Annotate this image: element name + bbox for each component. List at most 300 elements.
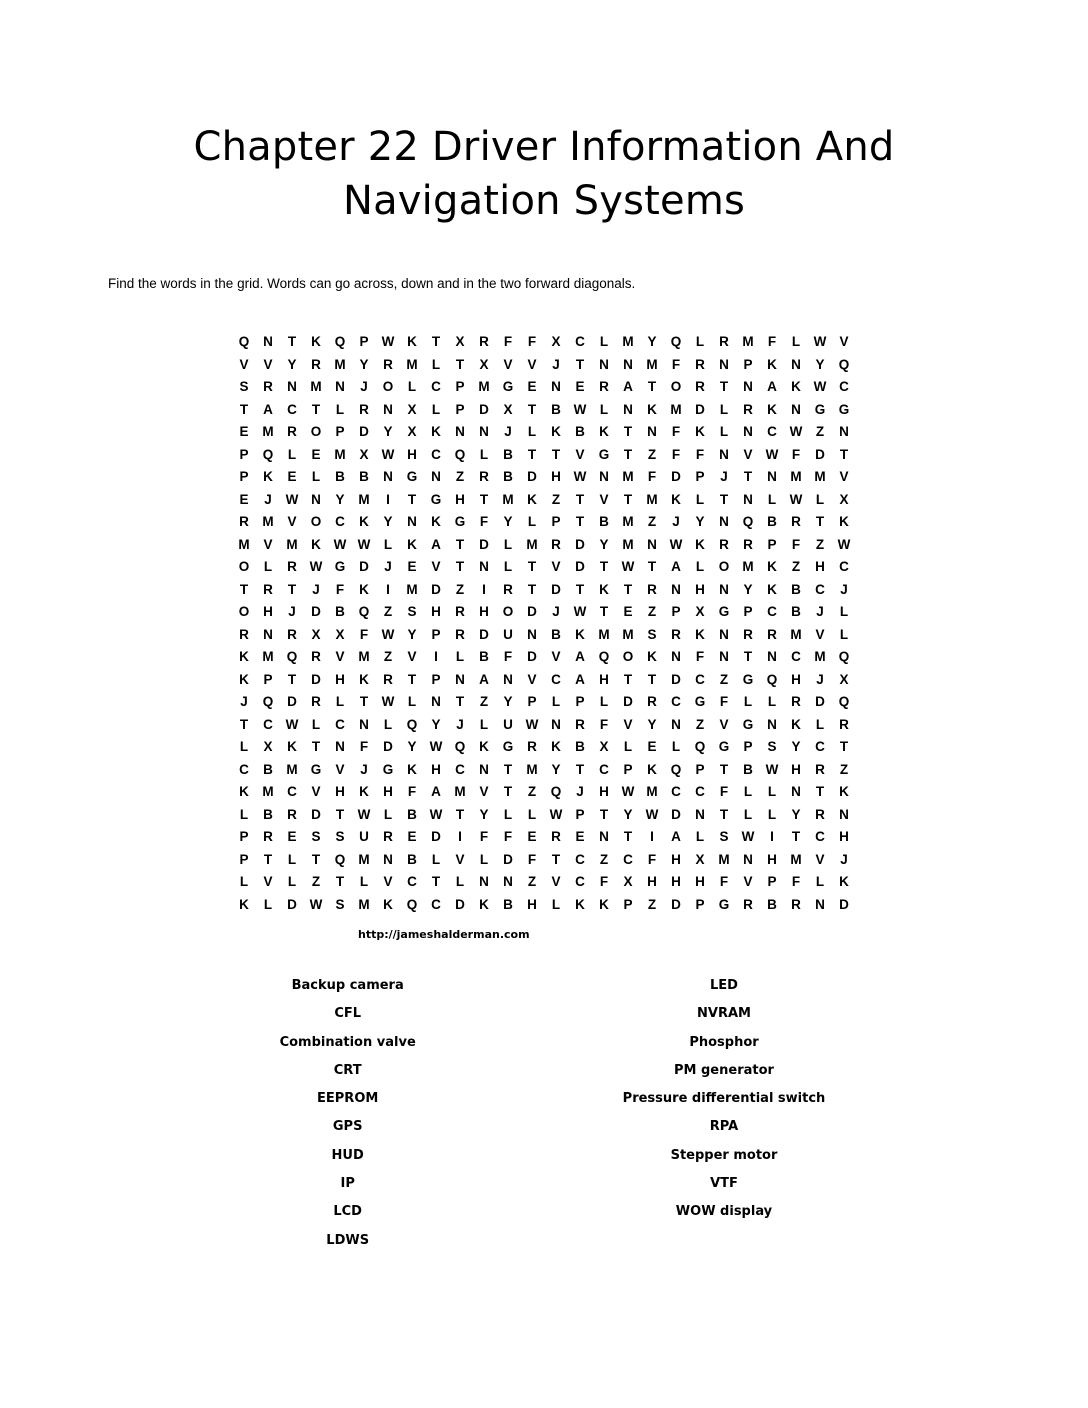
grid-letter: N	[623, 356, 633, 372]
grid-letter: K	[407, 334, 417, 349]
grid-letter: H	[791, 671, 801, 687]
grid-letter: M	[598, 626, 610, 642]
grid-letter: C	[767, 604, 777, 619]
grid-letter: E	[407, 829, 417, 844]
grid-letter: C	[239, 761, 249, 777]
grid-letter: Y	[743, 581, 753, 597]
grid-letter: Y	[503, 694, 513, 709]
grid-letter: K	[527, 491, 537, 507]
grid-letter: N	[311, 491, 321, 507]
grid-letter: W	[357, 806, 371, 822]
grid-letter: F	[527, 851, 537, 867]
grid-letter: W	[285, 491, 299, 507]
grid-letter: G	[694, 694, 706, 709]
grid-row	[232, 804, 856, 827]
grid-letter: D	[671, 896, 681, 912]
grid-row	[232, 759, 856, 782]
word-list-item: WOW display	[675, 1204, 773, 1220]
grid-letter: B	[503, 469, 513, 484]
grid-letter: Q	[550, 784, 562, 799]
grid-letter: M	[622, 626, 634, 642]
grid-letter: C	[575, 851, 585, 867]
grid-letter: K	[359, 581, 369, 597]
grid-letter: G	[718, 896, 730, 912]
grid-letter: N	[263, 626, 273, 642]
grid-letter: Z	[647, 604, 657, 619]
grid-letter: Q	[238, 334, 250, 349]
grid-letter: T	[815, 784, 825, 799]
grid-letter: P	[239, 829, 249, 844]
grid-letter: Q	[454, 446, 466, 462]
word-list-item: LED	[710, 978, 738, 993]
grid-letter: O	[238, 604, 250, 619]
grid-letter: R	[575, 716, 585, 732]
grid-letter: D	[287, 896, 297, 912]
grid-letter: L	[743, 784, 753, 799]
grid-letter: X	[551, 334, 561, 349]
grid-letter: X	[359, 446, 369, 462]
grid-letter: T	[623, 581, 633, 597]
grid-letter: K	[575, 626, 585, 642]
grid-letter: W	[765, 761, 779, 777]
word-list-item: CRT	[333, 1062, 362, 1078]
grid-letter: O	[718, 559, 730, 574]
grid-letter: K	[551, 424, 561, 439]
grid-letter: V	[815, 851, 825, 867]
grid-letter: G	[838, 401, 850, 417]
grid-letter: T	[527, 446, 537, 462]
grid-letter: T	[575, 581, 585, 597]
grid-letter: M	[622, 469, 634, 484]
grid-letter: I	[458, 829, 462, 844]
word-list-item: IP	[340, 1176, 355, 1192]
grid-letter: M	[742, 559, 754, 574]
grid-letter: J	[720, 469, 728, 484]
grid-letter: B	[263, 761, 273, 777]
grid-letter: D	[479, 401, 489, 417]
grid-letter: T	[623, 491, 633, 507]
grid-letter: N	[671, 716, 681, 732]
grid-letter: V	[263, 356, 273, 372]
grid-letter: T	[239, 581, 249, 597]
grid-letter: B	[503, 446, 513, 462]
grid-letter: H	[335, 671, 345, 687]
page-title: Chapter 22 Driver Information And Navigation Systems	[193, 124, 895, 224]
grid-letter: H	[383, 784, 393, 799]
grid-letter: G	[718, 739, 730, 754]
grid-letter: M	[742, 334, 754, 349]
grid-letter: W	[381, 694, 395, 709]
grid-letter: W	[765, 446, 779, 462]
grid-letter: Q	[406, 896, 418, 912]
grid-letter: V	[839, 334, 849, 349]
grid-letter: F	[719, 694, 729, 709]
grid-letter: P	[743, 739, 753, 754]
grid-letter: L	[479, 851, 489, 867]
grid-letter: D	[671, 469, 681, 484]
grid-letter: E	[623, 604, 633, 619]
grid-letter: E	[575, 379, 585, 394]
grid-letter: A	[263, 401, 273, 417]
grid-letter: N	[335, 379, 345, 394]
grid-letter: Q	[694, 739, 706, 754]
grid-letter: M	[478, 379, 490, 394]
grid-letter: L	[743, 806, 753, 822]
grid-row	[232, 849, 856, 872]
grid-letter: G	[406, 469, 418, 484]
grid-letter: R	[359, 401, 369, 417]
grid-letter: K	[311, 536, 321, 552]
grid-letter: D	[479, 536, 489, 552]
grid-letter: Q	[742, 514, 754, 529]
grid-letter: L	[431, 851, 441, 867]
grid-letter: D	[623, 694, 633, 709]
grid-row	[232, 421, 856, 444]
grid-letter: K	[767, 559, 777, 574]
grid-letter: T	[431, 874, 441, 889]
grid-letter: T	[551, 446, 561, 462]
grid-letter: L	[431, 356, 441, 372]
grid-letter: D	[527, 649, 537, 664]
grid-letter: V	[503, 356, 513, 372]
grid-letter: H	[455, 491, 465, 507]
grid-letter: Y	[647, 334, 657, 349]
grid-letter: K	[239, 671, 249, 687]
grid-letter: X	[407, 401, 417, 417]
grid-letter: B	[791, 604, 801, 619]
grid-letter: D	[575, 536, 585, 552]
grid-letter: R	[551, 829, 561, 844]
grid-letter: N	[407, 514, 417, 529]
grid-letter: A	[575, 671, 585, 687]
grid-letter: B	[335, 604, 345, 619]
grid-letter: H	[431, 761, 441, 777]
grid-letter: F	[671, 424, 681, 439]
grid-letter: D	[455, 896, 465, 912]
grid-letter: L	[791, 334, 801, 349]
grid-letter: J	[840, 851, 848, 867]
grid-letter: R	[743, 626, 753, 642]
grid-letter: Y	[503, 514, 513, 529]
grid-letter: Z	[815, 536, 825, 552]
grid-letter: F	[503, 649, 513, 664]
grid-letter: C	[575, 334, 585, 349]
grid-letter: F	[767, 334, 777, 349]
grid-letter: H	[671, 851, 681, 867]
grid-letter: Z	[791, 559, 801, 574]
grid-letter: L	[767, 694, 777, 709]
grid-letter: W	[813, 334, 827, 349]
grid-letter: L	[239, 806, 249, 822]
grid-letter: G	[814, 401, 826, 417]
grid-letter: T	[599, 604, 609, 619]
grid-letter: S	[407, 604, 417, 619]
grid-letter: Q	[838, 649, 850, 664]
grid-letter: W	[285, 716, 299, 732]
grid-letter: W	[645, 806, 659, 822]
grid-letter: K	[791, 379, 801, 394]
grid-letter: Y	[791, 806, 801, 822]
grid-letter: N	[839, 424, 849, 439]
grid-letter: Z	[479, 694, 489, 709]
grid-letter: K	[599, 424, 609, 439]
grid-letter: N	[383, 401, 393, 417]
grid-letter: B	[575, 424, 585, 439]
grid-letter: T	[599, 559, 609, 574]
grid-letter: P	[239, 469, 249, 484]
word-list-item: RPA	[709, 1119, 739, 1135]
grid-letter: K	[287, 739, 297, 754]
grid-letter: R	[791, 896, 801, 912]
grid-letter: A	[431, 784, 441, 799]
grid-letter: Q	[358, 604, 370, 619]
grid-letter: W	[741, 829, 755, 844]
grid-letter: K	[575, 896, 585, 912]
grid-letter: T	[311, 851, 321, 867]
grid-letter: T	[791, 829, 801, 844]
grid-letter: M	[262, 649, 274, 664]
grid-letter: T	[815, 514, 825, 529]
grid-letter: K	[311, 334, 321, 349]
grid-letter: Y	[791, 739, 801, 754]
grid-letter: G	[310, 761, 322, 777]
grid-letter: F	[695, 446, 705, 462]
grid-letter: C	[287, 784, 297, 799]
grid-letter: D	[671, 806, 681, 822]
grid-letter: K	[767, 581, 777, 597]
grid-letter: C	[551, 671, 561, 687]
grid-letter: T	[455, 356, 465, 372]
grid-letter: M	[262, 424, 274, 439]
grid-letter: L	[335, 694, 345, 709]
grid-letter: M	[358, 896, 370, 912]
grid-letter: K	[479, 739, 489, 754]
grid-letter: E	[407, 559, 417, 574]
grid-letter: W	[381, 626, 395, 642]
grid-letter: H	[767, 851, 777, 867]
grid-letter: X	[839, 491, 849, 507]
word-list-item: Combination valve	[279, 1034, 416, 1050]
grid-letter: P	[335, 424, 345, 439]
grid-letter: T	[503, 761, 513, 777]
grid-letter: N	[479, 559, 489, 574]
grid-letter: W	[621, 784, 635, 799]
grid-letter: R	[287, 559, 297, 574]
grid-letter: E	[287, 829, 297, 844]
grid-letter: R	[239, 514, 249, 529]
grid-letter: L	[359, 874, 369, 889]
word-list-item: Backup camera	[291, 978, 404, 993]
word-list-item: Phosphor	[689, 1034, 759, 1050]
grid-letter: L	[383, 716, 393, 732]
grid-letter: X	[839, 671, 849, 687]
grid-letter: Y	[407, 626, 417, 642]
grid-letter: C	[767, 424, 777, 439]
grid-letter: T	[719, 806, 729, 822]
grid-letter: V	[815, 626, 825, 642]
grid-letter: T	[335, 806, 345, 822]
grid-letter: Y	[359, 356, 369, 372]
word-search-grid-container	[100, 331, 988, 916]
grid-letter: K	[359, 671, 369, 687]
grid-letter: E	[239, 424, 249, 439]
grid-letter: I	[482, 581, 486, 597]
grid-row	[232, 736, 856, 759]
grid-letter: J	[456, 716, 464, 732]
grid-letter: N	[479, 424, 489, 439]
grid-letter: W	[309, 559, 323, 574]
grid-letter: J	[816, 671, 824, 687]
grid-letter: L	[599, 401, 609, 417]
grid-letter: L	[287, 446, 297, 462]
grid-letter: S	[719, 829, 729, 844]
grid-letter: N	[719, 514, 729, 529]
grid-letter: C	[455, 761, 465, 777]
grid-letter: B	[791, 581, 801, 597]
grid-letter: D	[311, 806, 321, 822]
grid-letter: J	[504, 424, 512, 439]
grid-letter: Z	[527, 874, 537, 889]
grid-letter: P	[623, 761, 633, 777]
grid-letter: J	[240, 694, 248, 709]
grid-letter: B	[407, 806, 417, 822]
grid-letter: N	[455, 671, 465, 687]
grid-letter: G	[430, 491, 442, 507]
grid-letter: R	[239, 626, 249, 642]
grid-letter: P	[695, 896, 705, 912]
grid-letter: T	[647, 671, 657, 687]
grid-letter: F	[599, 716, 609, 732]
grid-letter: V	[599, 491, 609, 507]
grid-letter: B	[407, 851, 417, 867]
grid-letter: C	[431, 446, 441, 462]
grid-letter: N	[719, 446, 729, 462]
word-list-item: VTF	[710, 1176, 738, 1192]
grid-letter: R	[647, 694, 657, 709]
grid-letter: L	[695, 559, 705, 574]
grid-letter: M	[646, 491, 658, 507]
grid-row	[232, 556, 856, 579]
grid-letter: Y	[287, 356, 297, 372]
grid-letter: V	[479, 784, 489, 799]
grid-letter: K	[647, 761, 657, 777]
grid-letter: B	[767, 514, 777, 529]
grid-letter: L	[743, 694, 753, 709]
grid-letter: W	[669, 536, 683, 552]
grid-letter: P	[743, 356, 753, 372]
grid-letter: B	[743, 761, 753, 777]
grid-letter: D	[383, 739, 393, 754]
grid-letter: Y	[599, 536, 609, 552]
grid-letter: F	[719, 784, 729, 799]
grid-letter: T	[287, 581, 297, 597]
grid-letter: K	[359, 784, 369, 799]
grid-letter: R	[503, 581, 513, 597]
grid-letter: T	[287, 671, 297, 687]
grid-letter: M	[406, 581, 418, 597]
grid-letter: M	[262, 784, 274, 799]
grid-letter: X	[311, 626, 321, 642]
grid-letter: J	[288, 604, 296, 619]
grid-letter: L	[335, 401, 345, 417]
grid-letter: H	[407, 446, 417, 462]
grid-letter: V	[455, 851, 465, 867]
grid-letter: N	[479, 761, 489, 777]
grid-letter: E	[647, 739, 657, 754]
word-list-item: Pressure differential switch	[622, 1091, 826, 1107]
grid-letter: V	[719, 716, 729, 732]
grid-letter: G	[502, 379, 514, 394]
grid-letter: P	[455, 379, 465, 394]
grid-letter: V	[263, 536, 273, 552]
grid-letter: L	[815, 716, 825, 732]
grid-letter: L	[623, 739, 633, 754]
grid-letter: P	[431, 626, 441, 642]
grid-row	[232, 579, 856, 602]
grid-letter: T	[575, 514, 585, 529]
grid-letter: R	[263, 829, 273, 844]
grid-letter: R	[743, 401, 753, 417]
grid-letter: C	[431, 896, 441, 912]
grid-letter: R	[479, 334, 489, 349]
grid-letter: M	[718, 851, 730, 867]
grid-letter: K	[791, 716, 801, 732]
grid-letter: L	[719, 401, 729, 417]
grid-letter: R	[695, 356, 705, 372]
grid-letter: C	[599, 761, 609, 777]
word-list-item: PM generator	[674, 1062, 774, 1078]
grid-letter: F	[359, 739, 369, 754]
grid-letter: Z	[647, 514, 657, 529]
grid-letter: N	[743, 491, 753, 507]
grid-letter: T	[575, 761, 585, 777]
grid-letter: P	[455, 401, 465, 417]
grid-letter: M	[334, 356, 346, 372]
grid-letter: H	[791, 761, 801, 777]
grid-letter: N	[767, 649, 777, 664]
grid-letter: L	[527, 514, 537, 529]
grid-letter: N	[815, 896, 825, 912]
grid-letter: K	[599, 581, 609, 597]
grid-letter: V	[383, 874, 393, 889]
grid-letter: T	[839, 739, 849, 754]
grid-letter: N	[791, 401, 801, 417]
grid-letter: C	[431, 379, 441, 394]
grid-letter: O	[622, 649, 634, 664]
grid-letter: B	[263, 806, 273, 822]
grid-letter: F	[335, 581, 345, 597]
grid-letter: D	[359, 559, 369, 574]
grid-letter: M	[334, 446, 346, 462]
grid-letter: N	[263, 334, 273, 349]
grid-letter: Y	[431, 716, 441, 732]
grid-letter: X	[599, 739, 609, 754]
grid-letter: T	[431, 334, 441, 349]
grid-letter: E	[527, 379, 537, 394]
grid-letter: L	[599, 694, 609, 709]
grid-letter: C	[335, 716, 345, 732]
grid-letter: W	[837, 536, 851, 552]
grid-letter: J	[816, 604, 824, 619]
grid-letter: L	[239, 874, 249, 889]
grid-letter: I	[434, 649, 438, 664]
grid-letter: Q	[262, 694, 274, 709]
grid-letter: R	[311, 694, 321, 709]
grid-letter: N	[671, 649, 681, 664]
grid-letter: A	[431, 536, 441, 552]
grid-letter: X	[455, 334, 465, 349]
word-list-item: GPS	[332, 1119, 363, 1135]
